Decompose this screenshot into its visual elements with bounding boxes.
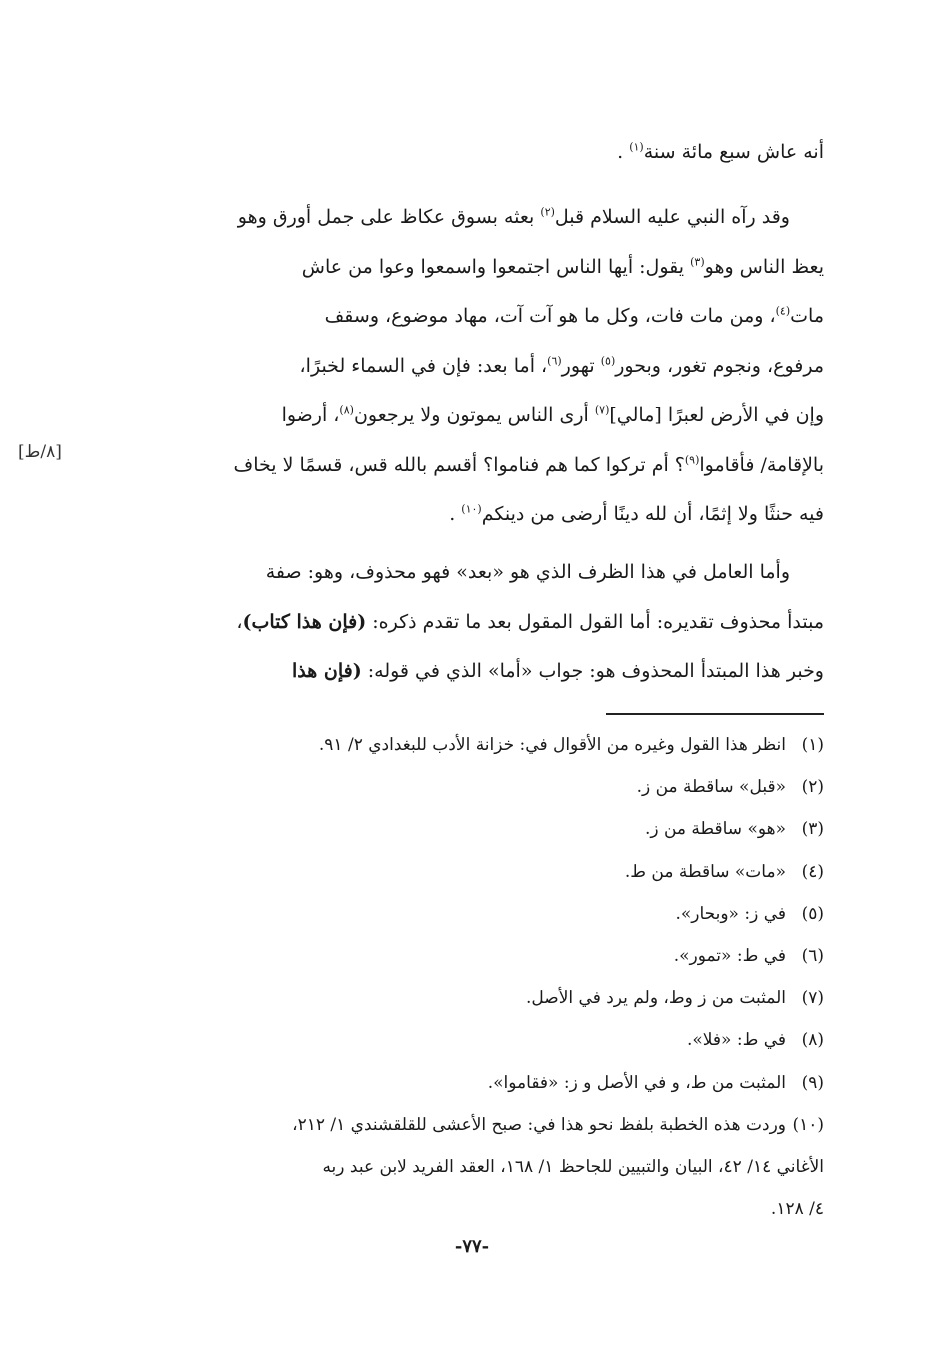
- footnote-number: (٥): [801, 903, 824, 924]
- paragraph-2: [119, 193, 824, 540]
- text-line: مات$^{(٤)}$، ومن مات فات، وكل ما هو آت آت، مهاد موضوع، وسقف: [324, 304, 824, 327]
- text-line: يعظ الناس وهو$^{(٣)}$ يقول: أيها الناس اجتمعوا واسمعوا وعوا من عاش: [301, 255, 824, 278]
- footnote-ref-4[interactable]: (٤): [775, 304, 791, 318]
- footnote-item: (٧)المثبت من ز وط، ولم يرد في الأصل.: [119, 977, 824, 1019]
- footnote-ref-3[interactable]: (٣): [690, 255, 705, 269]
- text-line: وقد رآه النبي عليه السلام قبل$^{(٢)}$ بعثه بسوق عكاظ على جمل أورق وهو: [237, 205, 790, 228]
- quoted-verse: (فإن هذا كتاب): [242, 610, 367, 633]
- footnote-item: (١٠)وردت هذه الخطبة بلفظ نحو هذا في: صبح الأعشى للقلقشندي ١/ ٢١٢،: [119, 1104, 824, 1146]
- footnote-item: (٦)في ط: «تمور».: [119, 935, 824, 977]
- quoted-verse: (فإن هذا: [291, 660, 362, 682]
- paragraph-1: [119, 128, 824, 178]
- footnote-item: (٨)في ط: «فلا».: [119, 1019, 824, 1061]
- text-line: مبتدأ محذوف تقديره: أما القول المقول بعد ما تقدم ذكره: (فإن هذا كتاب)،: [236, 610, 824, 633]
- footnote-number: (٣): [801, 819, 824, 840]
- text-line: فيه حنثًا ولا إثمًا، أن لله دينًا أرضى من دينكم$^{(١٠)}$ .: [449, 502, 824, 525]
- footnotes-list: [119, 724, 824, 1230]
- text-line: بالإقامة/ فأقاموا$^{(٩)}$؟ أم تركوا كما هم فناموا؟ أقسم بالله قس، قسمًا لا يخاف: [233, 453, 824, 476]
- footnote-number: (١٠): [792, 1114, 824, 1135]
- footnote-number: (١): [801, 735, 824, 755]
- footnote-ref-2[interactable]: (٢): [540, 205, 555, 219]
- text-line: مرفوع، ونجوم تغور، وبحور$^{(٥)}$ تهور$^{(٦)}$، أما بعد: فإن في السماء لخبرًا،: [299, 354, 824, 377]
- footnote-item: (٢)«قبل» ساقطة من ز.: [119, 766, 824, 808]
- footnote-item: (٣)«هو» ساقطة من ز.: [119, 808, 824, 850]
- text-line: وخبر هذا المبتدأ المحذوف هو: جواب «أما» الذي في قوله: (فإن هذا: [291, 660, 824, 682]
- footnote-ref-10[interactable]: (١٠): [461, 502, 482, 516]
- paragraph-3: [119, 548, 824, 697]
- footnote-number: (٨): [801, 1030, 824, 1051]
- footnote-number: (٧): [801, 988, 824, 1009]
- footnote-continuation: ٤/ ١٢٨.: [770, 1199, 824, 1220]
- footnote-continuation: الأغاني ١٤/ ٤٢، البيان والتبيين للجاحظ ١/ ١٦٨، العقد الفريد لابن عبد ربه: [322, 1157, 824, 1178]
- footnote-number: (٢): [801, 777, 824, 798]
- footnote-separator: [606, 713, 824, 715]
- footnote-ref-9[interactable]: (٩): [684, 453, 700, 467]
- footnote-ref-7[interactable]: (٧): [594, 403, 610, 417]
- footnote-item: (٤)«مات» ساقطة من ط.: [119, 851, 824, 893]
- footnote-ref-6[interactable]: (٦): [547, 354, 562, 368]
- margin-page-marker: [٨/ط]: [18, 442, 62, 462]
- text-line: وإن في الأرض لعبرًا [مالي]$^{(٧)}$ أرى الناس يموتون ولا يرجعون$^{(٨)}$، أرضوا: [281, 403, 824, 426]
- text-line: أنه عاش سبع مائة سنة$^{(١)}$ .: [617, 140, 824, 163]
- footnote-ref-8[interactable]: (٨): [339, 403, 354, 417]
- text-line: وأما العامل في هذا الظرف الذي هو «بعد» فهو محذوف، وهو: صفة: [265, 561, 790, 583]
- page-number: -٧٧-: [454, 1236, 490, 1257]
- footnote-number: (٦): [801, 946, 824, 967]
- footnote-item: (٥)في ز: «وبحار».: [119, 893, 824, 935]
- footnote-ref-1[interactable]: (١): [629, 140, 644, 154]
- footnote-number: (٩): [801, 1072, 824, 1093]
- footnote-item: (٩)المثبت من ط، و في الأصل و ز: «فقاموا».: [119, 1062, 824, 1104]
- footnote-ref-5[interactable]: (٥): [600, 354, 616, 368]
- footnote-number: (٤): [801, 861, 824, 882]
- footnote-item: (١)انظر هذا القول وغيره من الأقوال في: خزانة الأدب للبغدادي ٢/ ٩١.: [119, 724, 824, 766]
